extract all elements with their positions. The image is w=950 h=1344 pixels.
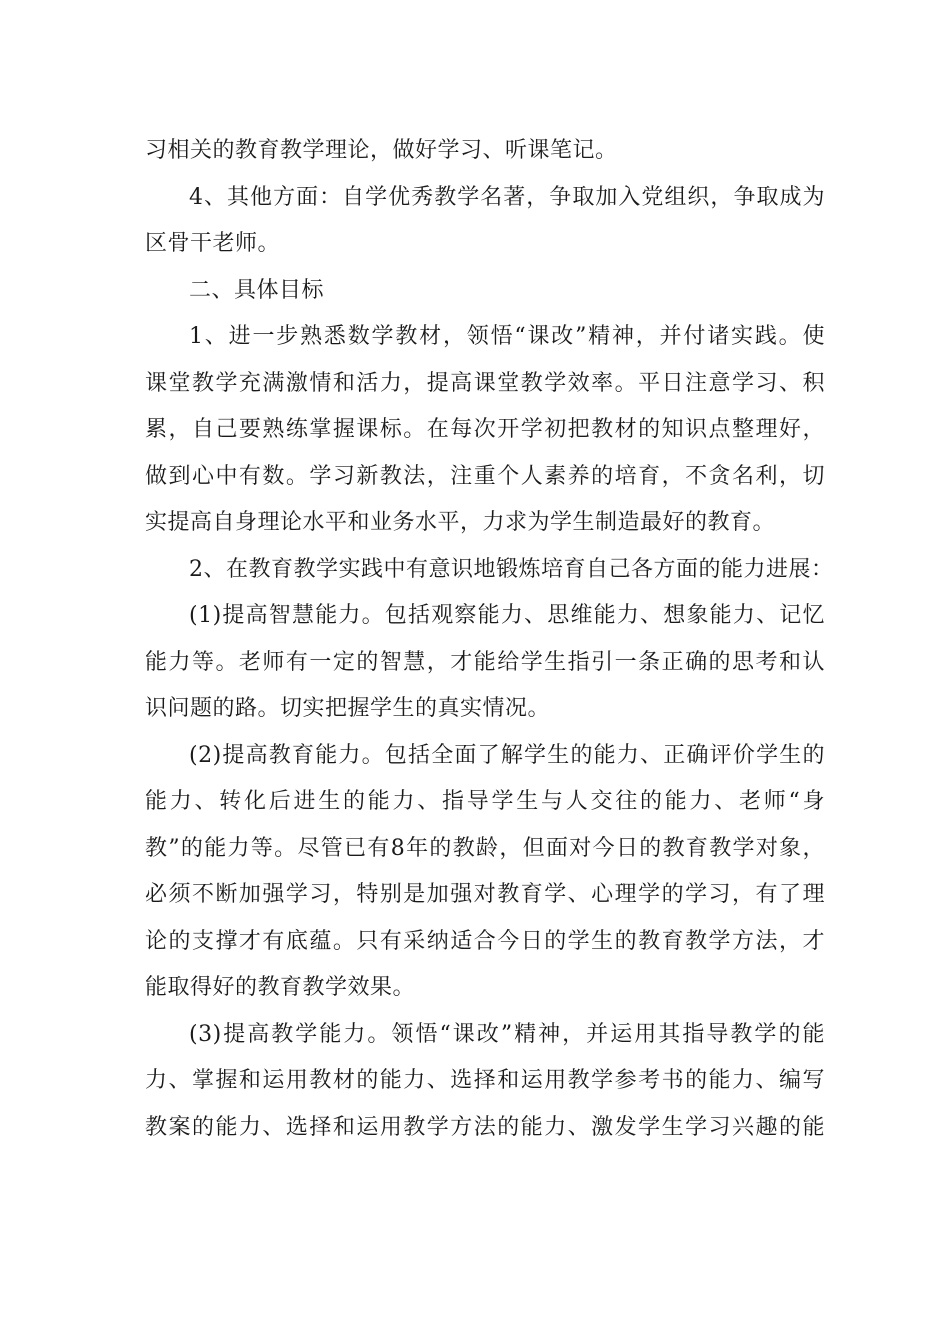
text-line: 区骨干老师。 xyxy=(145,231,281,256)
text-line: 累，自己要熟练掌握课标。在每次开学初把教材的知识点整理好， xyxy=(145,417,825,442)
text-line: 教”的能力等。尽管已有8年的教龄，但面对今日的教育教学对象， xyxy=(145,835,825,861)
text-line: 教案的能力、选择和运用教学方法的能力、激发学生学习兴趣的能 xyxy=(145,1114,825,1140)
document-body xyxy=(145,128,834,1151)
text-line: 4、其他方面：自学优秀教学名著，争取加入党组织，争取成为 xyxy=(189,184,825,210)
text-line: 识问题的路。切实把握学生的真实情况。 xyxy=(145,696,551,721)
text-line: 1、进一步熟悉数学教材，领悟“课改”精神，并付诸实践。使 xyxy=(189,324,825,349)
text-line: 二、具体目标 xyxy=(189,277,325,303)
text-line: 能取得好的教育教学效果。 xyxy=(145,975,416,1000)
text-line: 习相关的教育教学理论，做好学习、听课笔记。 xyxy=(145,138,618,163)
text-line: 2、在教育教学实践中有意识地锻炼培育自己各方面的能力进展： xyxy=(189,556,834,582)
text-line: 做到心中有数。学习新教法，注重个人素养的培育，不贪名利，切 xyxy=(145,463,825,489)
text-line: 实提高自身理论水平和业务水平，力求为学生制造最好的教育。 xyxy=(145,510,776,535)
text-line: (2)提高教育能力。包括全面了解学生的能力、正确评价学生的 xyxy=(189,742,825,768)
text-line: 论的支撑才有底蕴。只有采纳适合今日的学生的教育教学方法，才 xyxy=(145,928,825,954)
text-line: (1)提高智慧能力。包括观察能力、思维能力、想象能力、记忆 xyxy=(189,603,825,628)
text-line: 能力、转化后进生的能力、指导学生与人交往的能力、老师“身 xyxy=(145,789,825,814)
text-line: 课堂教学充满激情和活力，提高课堂教学效率。平日注意学习、积 xyxy=(145,370,825,396)
text-line: (3)提高教学能力。领悟“课改”精神，并运用其指导教学的能 xyxy=(189,1021,825,1047)
text-line: 必须不断加强学习，特别是加强对教育学、心理学的学习，有了理 xyxy=(145,882,825,907)
text-line: 力、掌握和运用教材的能力、选择和运用教学参考书的能力、编写 xyxy=(145,1068,825,1093)
text-line: 能力等。老师有一定的智慧，才能给学生指引一条正确的思考和认 xyxy=(145,649,825,675)
